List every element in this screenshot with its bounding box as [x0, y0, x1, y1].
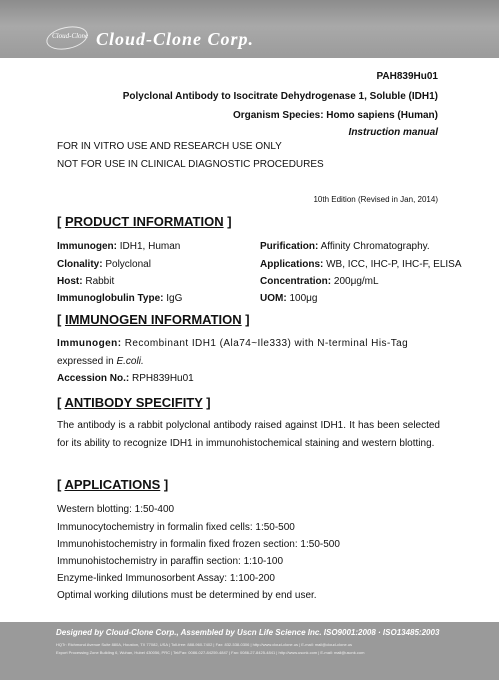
- expression-system: [57, 356, 144, 367]
- bracket-close: ]: [160, 477, 169, 492]
- section-heading-antibody-specifity: [57, 395, 211, 410]
- heading-text: ANTIBODY SPECIFITY: [64, 395, 203, 410]
- field-label: Purification:: [260, 241, 319, 252]
- product-code: PAH839Hu01: [376, 71, 438, 82]
- footer-banner: [0, 622, 499, 680]
- heading-text: PRODUCT INFORMATION: [64, 214, 224, 229]
- footer-credits: Designed by Cloud-Clone Corp., Assembled by Uscn Life Science Inc. ISO9001:2008 · ISO13485:2003: [56, 628, 440, 637]
- field-label: Immunoglobulin Type:: [57, 293, 164, 304]
- field-value: IDH1, Human: [117, 241, 181, 252]
- field-label: Host:: [57, 276, 83, 287]
- document-type: Instruction manual: [348, 127, 438, 138]
- heading-text: APPLICATIONS: [64, 477, 161, 492]
- field-label: Concentration:: [260, 276, 332, 287]
- field-value: IgG: [163, 293, 183, 304]
- field-value: Rabbit: [82, 276, 115, 287]
- field-value: RPH839Hu01: [129, 373, 194, 384]
- application-item: Immunocytochemistry in formalin fixed cells: 1:50-500: [57, 522, 295, 533]
- info-purification: [260, 241, 430, 252]
- application-item: Western blotting: 1:50-400: [57, 504, 175, 515]
- edition-note: 10th Edition (Revised in Jan, 2014): [313, 195, 438, 204]
- info-immunoglobulin-type: [57, 293, 182, 304]
- logo-text: Cloud-Clone: [52, 32, 89, 40]
- application-item: Immunohistochemistry in paraffin section: 1:10-100: [57, 556, 284, 567]
- field-label: Immunogen:: [57, 338, 122, 349]
- field-label: Clonality:: [57, 259, 103, 270]
- field-label: UOM:: [260, 293, 287, 304]
- footer-address-cn: Export Processing Zone Building 6, Wuhan, Hubei 430056, PRC | Tel/Fax: 0086-027-84259-4847 | Fax: 0086-27-8425-4841 | http://www.uscnk.com | E-mail: mail@uscnk.com: [56, 650, 365, 655]
- info-immunogen: [57, 241, 180, 252]
- field-text: expressed in: [57, 356, 117, 367]
- bracket-open: [: [57, 395, 65, 410]
- info-uom: [260, 293, 317, 304]
- info-applications: [260, 259, 462, 270]
- company-logo: [46, 27, 88, 49]
- application-item: Enzyme-linked Immunosorbent Assay: 1:100-200: [57, 573, 275, 584]
- field-value: Recombinant IDH1 (Ala74~Ile333) with N-terminal His-Tag: [121, 338, 409, 349]
- info-clonality: [57, 259, 151, 270]
- product-name: Polyclonal Antibody to Isocitrate Dehydrogenase 1, Soluble (IDH1): [122, 91, 438, 102]
- bracket-close: ]: [223, 214, 232, 229]
- immunogen-description: [57, 338, 408, 349]
- bracket-close: ]: [241, 312, 250, 327]
- field-value: Polyclonal: [102, 259, 151, 270]
- notice-not-clinical: NOT FOR USE IN CLINICAL DIAGNOSTIC PROCEDURES: [57, 159, 324, 170]
- heading-text: IMMUNOGEN INFORMATION: [64, 312, 242, 327]
- bracket-open: [: [57, 214, 65, 229]
- notice-research-use: FOR IN VITRO USE AND RESEARCH USE ONLY: [57, 141, 282, 152]
- application-item: Immunohistochemistry in formalin fixed frozen section: 1:50-500: [57, 539, 340, 550]
- accession-number: [57, 373, 194, 384]
- footer-address-us: HQTr: Richmond Avenue Suite 880A, Houston, TX 77082, USA | Toll-free: 888-960-7402 | Fax: 832-538-0306 | http://www.cloud-clone.us | E-mail: mail@cloud-clone.us: [56, 642, 353, 647]
- info-concentration: [260, 276, 379, 287]
- species-name: E.coli.: [116, 356, 144, 367]
- section-heading-product-information: [57, 214, 232, 229]
- field-value: WB, ICC, IHC-P, IHC-F, ELISA: [323, 259, 462, 270]
- specificity-paragraph: The antibody is a rabbit polyclonal antibody raised against IDH1. It has been selected for its ability to recognize IDH1 in immunohistochemical staining and western blotting.: [57, 420, 440, 449]
- bracket-open: [: [57, 312, 65, 327]
- company-name: Cloud-Clone Corp.: [96, 29, 255, 49]
- field-value: 100μg: [286, 293, 318, 304]
- application-item: Optimal working dilutions must be determined by end user.: [57, 590, 317, 601]
- field-value: 200μg/mL: [331, 276, 379, 287]
- header-banner: [0, 0, 499, 58]
- section-heading-applications: [57, 477, 168, 492]
- info-host: [57, 276, 114, 287]
- bracket-open: [: [57, 477, 65, 492]
- field-label: Immunogen:: [57, 241, 117, 252]
- field-label: Accession No.:: [57, 373, 130, 384]
- field-value: Affinity Chromatography.: [318, 241, 430, 252]
- field-label: Applications:: [260, 259, 324, 270]
- bracket-close: ]: [202, 395, 211, 410]
- section-heading-immunogen-information: [57, 312, 250, 327]
- organism-species: Organism Species: Homo sapiens (Human): [232, 110, 438, 121]
